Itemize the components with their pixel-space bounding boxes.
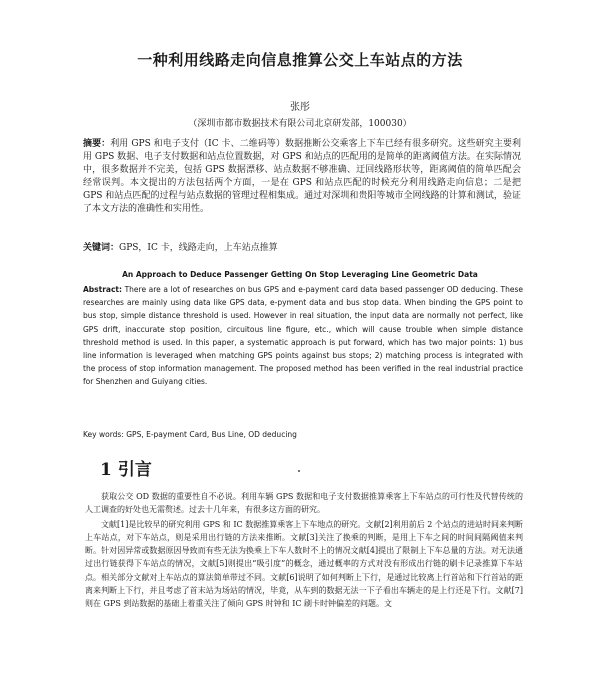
english-abstract-text: There are a lot of researches on bus GPS and e-payment card data based passenger OD deducing. These researches are mainly using data like GPS data, e-pyment data and bus stop data. When binding the GPS point to bus stop, simple distance threshold is used. However in real situation, the input data are normally not perfect, like GPS drift, inaccurate stop position, circuitous line figure, etc., which will cause trouble when simple distance threshold method is used. In this paper, a systematic approach is put forward, which has two major points: 1) bus line information is leveraged when matching GPS points against bus stops; 2) matching process is integrated with the process of stop information management. The proposed method has been verified in the real industrial practice for Shenzhen and Guiyang cities. [83, 285, 523, 387]
chinese-keywords [83, 242, 523, 254]
author-name: 张彤 [290, 102, 310, 113]
paragraph: 文献[1]是比较早的研究利用 GPS 和 IC 数据推算乘客上下车地点的研究。文献[2]利用前后 2 个站点的进站时间来判断上车站点，对下车站点，则是采用出行链的方法来推断。文献[3]关注了换乘的判断，是用上下车之间的时间间隔阈值来判断。针对因异常或数据原因导致而有些无法为换乘上下车人数时不上的情况文献[4]提出了限制上下车总量的方法。对无法通过出行链获得下车站点的情况，文献[5]则提出“吸引度”的概念，通过概率的方式对没有形成出行链的刷卡记录推算下车站点。相关部分文献对上车站点的算法简单带过不同。文献[6]说明了如何判断上下行，是通过比较离上行首站和下行首站的距离来判断上下行，并且考虑了首末站为场站的情况，毕竟，从车到的数据无法一下子看出车辆走的是上行还是下行。文献[7]则在 GPS 到站数据的基础上着重关注了倾向 GPS 时钟和 IC 刷卡时钟偏差的问题。文 [85, 519, 523, 609]
english-keywords: Key words: GPS, E-payment Card, Bus Line, OD deducing [83, 430, 297, 439]
introduction-body [85, 490, 523, 611]
author-affiliation: （深圳市都市数据技术有限公司北京研发部，100030） [188, 119, 412, 129]
chinese-abstract-label: 摘要： [83, 139, 111, 149]
chinese-abstract-text: 利用 GPS 和电子支付（IC 卡、二维码等）数据推断公交乘客上下车已经有很多研究。这些研究主要利用 GPS 数据、电子支付数据和站点位置数据，对 GPS 和站点的匹配用的是简单的距离阈值方法。在实际情况中，很多数据并不完美，包括 GPS 数据漂移、站点数据不够准确、迂回线路形状等，距离阈值的简单匹配会经常误判。本文提出的方法包括两个方面，一是在 GPS 和站点匹配的时候充分利用线路走向信息；二是把 GPS 和站点匹配的过程与站点数据的管理过程相集成。通过对深圳和贵阳等城市全网线路的计算和测试，验证了本文方法的准确性和实用性。 [83, 139, 521, 214]
section-title: 引言 [117, 460, 152, 480]
paragraph: 获取公交 OD 数据的重要性自不必说。利用车辆 GPS 数据和电子支付数据推算乘客上下车站点的可行性及代替传统的人工调查的好处也无需赘述。过去十几年来，有很多这方面的研究。 [85, 492, 523, 515]
section-number: 1 [100, 460, 112, 480]
stray-mark [298, 470, 300, 472]
chinese-keywords-label: 关键词： [83, 243, 120, 253]
english-abstract-label: Abstract: [83, 285, 123, 294]
paper-title: 一种利用线路走向信息推算公交上车站点的方法 [137, 51, 463, 69]
english-abstract [83, 283, 523, 389]
section-heading [100, 455, 152, 480]
english-title: An Approach to Deduce Passenger Getting On Stop Leveraging Line Geometric Data [122, 270, 478, 279]
chinese-keywords-text: GPS，IC 卡，线路走向，上车站点推算 [119, 243, 278, 253]
chinese-abstract [83, 138, 521, 216]
